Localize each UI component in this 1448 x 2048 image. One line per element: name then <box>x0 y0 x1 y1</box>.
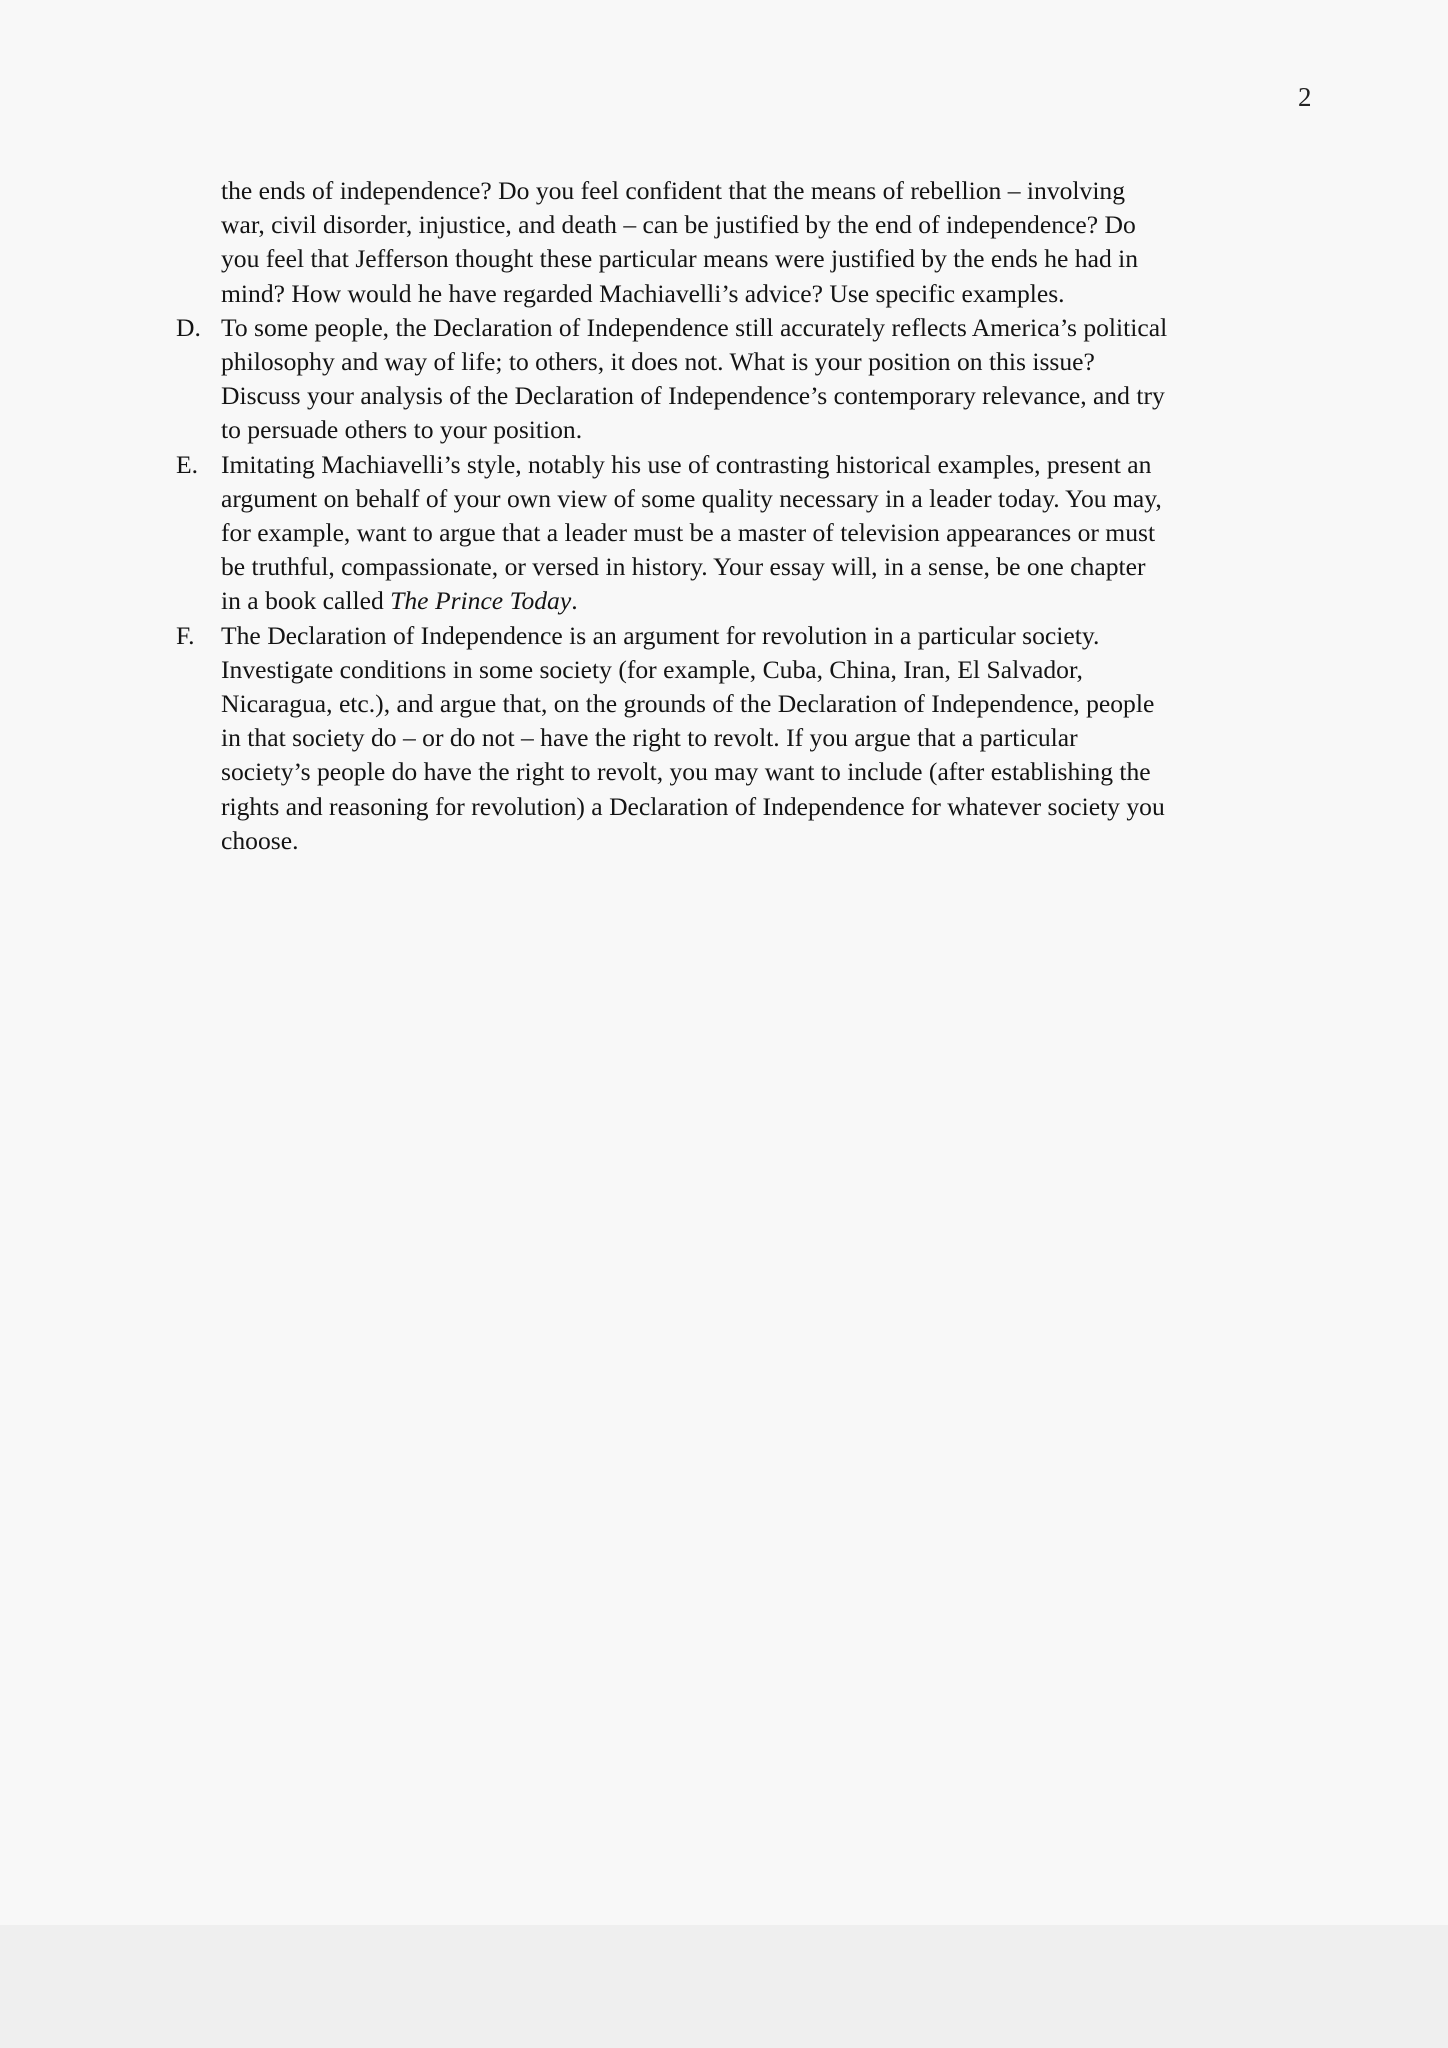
prompt-letter: F. <box>176 620 195 650</box>
text-line: mind? How would he have regarded Machiavelli’s advice? Use specific examples. <box>221 278 1065 308</box>
text-line: rights and reasoning for revolution) a Declaration of Independence for whatever society you <box>221 791 1165 821</box>
text-line: society’s people do have the right to revolt, you may want to include (after establishing the <box>221 757 1151 787</box>
text-line: philosophy and way of life; to others, it does not. What is your position on this issue? <box>221 347 1095 377</box>
text-suffix: . <box>571 586 578 616</box>
text-line: in that society do – or do not – have the right to revolt. If you argue that a particular <box>221 723 1078 753</box>
text-line: Investigate conditions in some society (for example, Cuba, China, Iran, El Salvador, <box>221 654 1083 684</box>
prompt-c-continuation <box>221 174 1308 311</box>
text-line: Nicaragua, etc.), and argue that, on the grounds of the Declaration of Independence, people <box>221 689 1155 719</box>
text-line: argument on behalf of your own view of some quality necessary in a leader today. You may, <box>221 483 1162 513</box>
page-number: 2 <box>1298 82 1312 112</box>
prompt-e <box>176 448 1308 619</box>
text-line: be truthful, compassionate, or versed in history. Your essay will, in a sense, be one chapter <box>221 552 1146 582</box>
text-line-with-title <box>221 584 1308 618</box>
text-line: choose. <box>221 825 299 855</box>
prompt-letter: D. <box>176 312 201 342</box>
text-line: Discuss your analysis of the Declaration of Independence’s contemporary relevance, and try <box>221 381 1165 411</box>
prompt-text <box>221 448 1308 619</box>
book-title: The Prince Today <box>390 586 572 616</box>
text-line: the ends of independence? Do you feel confident that the means of rebellion – involving <box>221 176 1126 205</box>
document-body <box>176 174 1308 858</box>
text-line: to persuade others to your position. <box>221 415 583 445</box>
scanner-background <box>0 1925 1448 2048</box>
prompt-letter: E. <box>176 449 199 479</box>
prompt-f <box>176 619 1308 858</box>
prompt-text <box>221 619 1308 858</box>
text-line: To some people, the Declaration of Independence still accurately reflects America’s political <box>221 312 1168 342</box>
text-line: for example, want to argue that a leader must be a master of television appearances or must <box>221 518 1156 548</box>
text-line: you feel that Jefferson thought these particular means were justified by the ends he had in <box>221 244 1139 274</box>
text-line: The Declaration of Independence is an argument for revolution in a particular society. <box>221 620 1100 650</box>
prompt-text <box>221 311 1308 448</box>
text-prefix: in a book called <box>221 586 391 616</box>
text-line: Imitating Machiavelli’s style, notably his use of contrasting historical examples, present an <box>221 449 1152 479</box>
text-line: war, civil disorder, injustice, and death – can be justified by the end of independence? Do <box>221 210 1136 240</box>
prompt-d <box>176 311 1308 448</box>
